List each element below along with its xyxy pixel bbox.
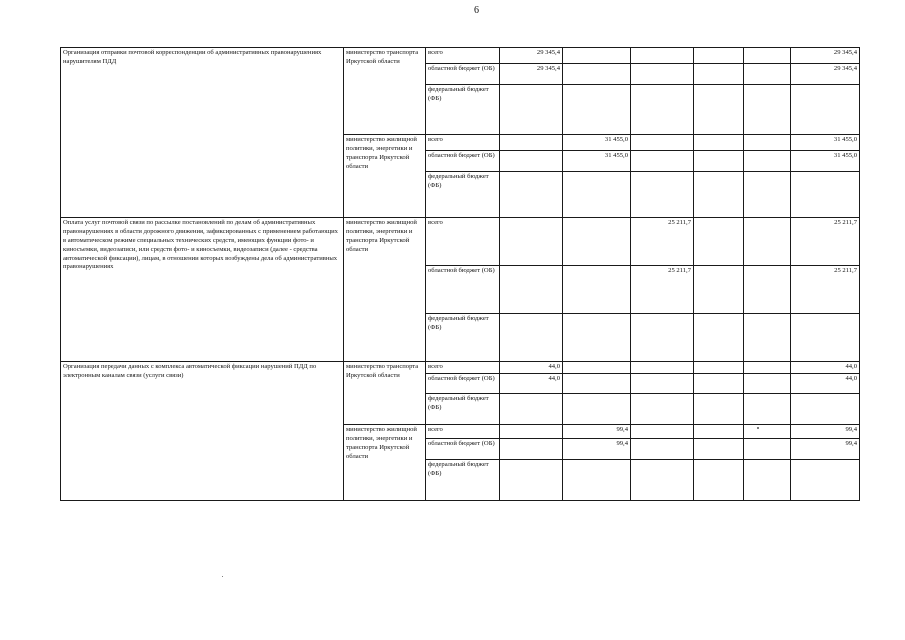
year-value-cell xyxy=(563,374,631,394)
year-value-cell xyxy=(631,394,694,425)
year-value-cell xyxy=(563,266,631,314)
total-cell: 31 455,0 xyxy=(791,135,860,151)
year-value-cell xyxy=(694,48,744,64)
year-value-cell xyxy=(694,135,744,151)
year-value-cell xyxy=(631,48,694,64)
year-value-cell xyxy=(744,151,791,172)
year-value-cell xyxy=(500,172,563,218)
total-cell xyxy=(791,314,860,362)
year-value-cell xyxy=(631,425,694,439)
year-value-cell: 99,4 xyxy=(563,439,631,460)
year-value-cell xyxy=(744,85,791,135)
year-value-cell xyxy=(694,374,744,394)
table-row xyxy=(61,218,860,266)
year-value-cell: 44,0 xyxy=(500,374,563,394)
year-value-cell xyxy=(744,172,791,218)
year-value-cell xyxy=(563,218,631,266)
year-value-cell xyxy=(744,314,791,362)
funding-source: областной бюджет (ОБ) xyxy=(426,64,500,85)
year-value-cell xyxy=(563,362,631,374)
year-value-cell xyxy=(744,135,791,151)
year-value-cell: 31 455,0 xyxy=(563,151,631,172)
table-row xyxy=(61,48,860,64)
activity-name: Организация передачи данных с комплекса автоматической фиксации нарушений ПДД по электронным каналам связи (услуги связи) xyxy=(61,362,344,501)
year-value-cell xyxy=(631,135,694,151)
year-value-cell xyxy=(500,439,563,460)
total-cell: 99,4 xyxy=(791,425,860,439)
total-cell xyxy=(791,460,860,501)
funding-source: областной бюджет (ОБ) xyxy=(426,266,500,314)
year-value-cell: 25 211,7 xyxy=(631,218,694,266)
funding-source: всего xyxy=(426,425,500,439)
year-value-cell xyxy=(744,218,791,266)
executor-name: министерство транспорта Иркутской области xyxy=(344,362,426,425)
funding-source: всего xyxy=(426,218,500,266)
year-value-cell xyxy=(744,439,791,460)
funding-source: областной бюджет (ОБ) xyxy=(426,151,500,172)
year-value-cell xyxy=(694,151,744,172)
executor-name: министерство жилищной политики, энергетики и транспорта Иркутской области xyxy=(344,135,426,218)
funding-source: всего xyxy=(426,135,500,151)
year-value-cell xyxy=(500,314,563,362)
year-value-cell xyxy=(744,64,791,85)
year-value-cell xyxy=(694,64,744,85)
year-value-cell xyxy=(694,314,744,362)
year-value-cell xyxy=(694,460,744,501)
year-value-cell xyxy=(694,266,744,314)
page-number: 6 xyxy=(474,5,479,16)
scan-speck xyxy=(222,576,223,577)
year-value-cell: 44,0 xyxy=(500,362,563,374)
year-value-cell xyxy=(631,314,694,362)
funding-source: федеральный бюджет (ФБ) xyxy=(426,460,500,501)
year-value-cell: 25 211,7 xyxy=(631,266,694,314)
scan-speck xyxy=(757,427,759,429)
funding-source: областной бюджет (ОБ) xyxy=(426,439,500,460)
year-value-cell xyxy=(694,85,744,135)
executor-name: министерство жилищной политики, энергетики и транспорта Иркутской области xyxy=(344,425,426,501)
activity-name: Организация отправки почтовой корреспонденции об административных правонарушениях нарушителям ПДД xyxy=(61,48,344,218)
year-value-cell xyxy=(631,374,694,394)
year-value-cell xyxy=(500,425,563,439)
executor-name: министерство транспорта Иркутской области xyxy=(344,48,426,135)
total-cell xyxy=(791,85,860,135)
year-value-cell xyxy=(631,362,694,374)
year-value-cell: 29 345,4 xyxy=(500,64,563,85)
year-value-cell xyxy=(563,394,631,425)
budget-table xyxy=(60,47,860,501)
year-value-cell xyxy=(744,266,791,314)
year-value-cell xyxy=(694,362,744,374)
activity-name: Оплата услуг почтовой связи по рассылке постановлений по делам об административных правонарушениях в области дорожного движения, зафиксированных с применением работающих в автоматическом режиме специальных технических средств, имеющих функции фото- и киносъемки, видеозаписи, или средств фото- и киносъемки, видеозаписи (далее - средства автоматической фиксации), лицам, в отношении которых возбуждены дела об административных правонарушениях xyxy=(61,218,344,362)
table-row xyxy=(61,362,860,374)
year-value-cell xyxy=(631,85,694,135)
year-value-cell xyxy=(563,48,631,64)
total-cell xyxy=(791,394,860,425)
year-value-cell xyxy=(563,85,631,135)
total-cell: 31 455,0 xyxy=(791,151,860,172)
year-value-cell xyxy=(500,394,563,425)
year-value-cell xyxy=(563,64,631,85)
year-value-cell xyxy=(744,394,791,425)
year-value-cell xyxy=(694,172,744,218)
funding-source: федеральный бюджет (ФБ) xyxy=(426,172,500,218)
year-value-cell: 99,4 xyxy=(563,425,631,439)
year-value-cell xyxy=(500,151,563,172)
funding-source: федеральный бюджет (ФБ) xyxy=(426,394,500,425)
year-value-cell xyxy=(500,218,563,266)
year-value-cell xyxy=(631,439,694,460)
year-value-cell xyxy=(694,439,744,460)
funding-source: всего xyxy=(426,48,500,64)
year-value-cell xyxy=(500,460,563,501)
executor-name: министерство жилищной политики, энергетики и транспорта Иркутской области xyxy=(344,218,426,362)
year-value-cell xyxy=(744,362,791,374)
year-value-cell xyxy=(631,460,694,501)
year-value-cell xyxy=(694,218,744,266)
total-cell: 25 211,7 xyxy=(791,266,860,314)
total-cell: 29 345,4 xyxy=(791,64,860,85)
funding-source: всего xyxy=(426,362,500,374)
funding-source: областной бюджет (ОБ) xyxy=(426,374,500,394)
year-value-cell xyxy=(631,172,694,218)
year-value-cell xyxy=(631,151,694,172)
year-value-cell: 31 455,0 xyxy=(563,135,631,151)
total-cell: 25 211,7 xyxy=(791,218,860,266)
year-value-cell xyxy=(694,394,744,425)
year-value-cell xyxy=(563,460,631,501)
year-value-cell xyxy=(694,425,744,439)
total-cell: 44,0 xyxy=(791,362,860,374)
year-value-cell xyxy=(631,64,694,85)
total-cell: 99,4 xyxy=(791,439,860,460)
year-value-cell xyxy=(500,85,563,135)
total-cell: 44,0 xyxy=(791,374,860,394)
year-value-cell xyxy=(563,314,631,362)
funding-source: федеральный бюджет (ФБ) xyxy=(426,314,500,362)
funding-source: федеральный бюджет (ФБ) xyxy=(426,85,500,135)
total-cell: 29 345,4 xyxy=(791,48,860,64)
year-value-cell xyxy=(744,374,791,394)
year-value-cell xyxy=(500,135,563,151)
year-value-cell: 29 345,4 xyxy=(500,48,563,64)
year-value-cell xyxy=(744,460,791,501)
total-cell xyxy=(791,172,860,218)
year-value-cell xyxy=(500,266,563,314)
year-value-cell xyxy=(744,425,791,439)
year-value-cell xyxy=(744,48,791,64)
year-value-cell xyxy=(563,172,631,218)
